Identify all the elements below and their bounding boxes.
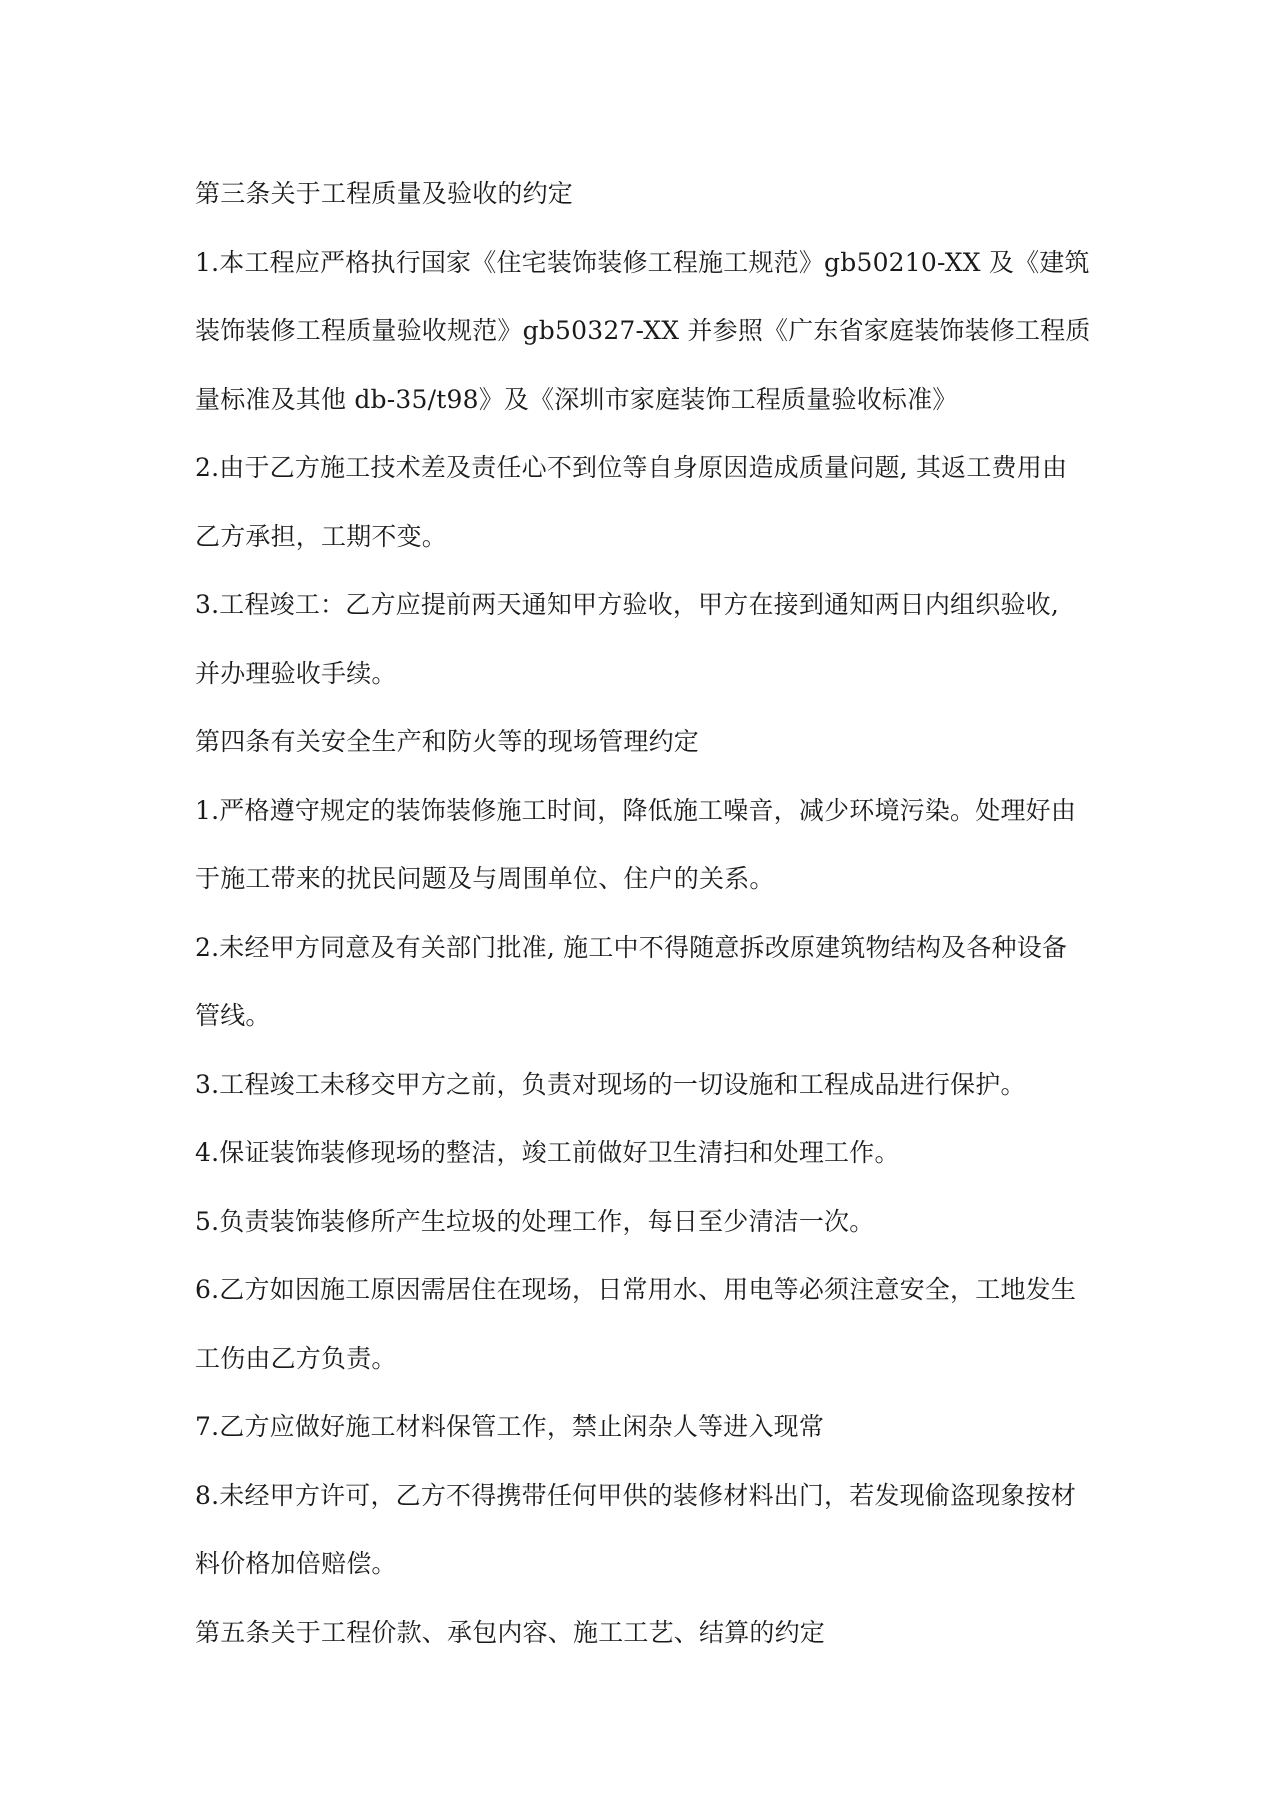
section-heading-5: 第五条关于工程价款、承包内容、施工工艺、结算的约定 bbox=[195, 1617, 826, 1647]
paragraph-line: 1.本工程应严格执行国家《住宅装饰装修工程施工规范》gb50210-XX 及《建筑 bbox=[195, 247, 1090, 277]
paragraph-line: 3.工程竣工：乙方应提前两天通知甲方验收，甲方在接到通知两日内组织验收, bbox=[195, 590, 1060, 619]
paragraph-line: 乙方承担，工期不变。 bbox=[195, 521, 448, 551]
paragraph-line: 2.未经甲方同意及有关部门批准, 施工中不得随意拆改原建筑物结构及各种设备 bbox=[195, 932, 1068, 962]
paragraph-line: 2.由于乙方施工技术差及责任心不到位等自身原因造成质量问题, 其返工费用由 bbox=[195, 453, 1068, 482]
paragraph-line: 5.负责装饰装修所产生垃圾的处理工作，每日至少清洁一次。 bbox=[195, 1206, 875, 1236]
paragraph-line: 4.保证装饰装修现场的整洁，竣工前做好卫生清扫和处理工作。 bbox=[195, 1138, 900, 1167]
paragraph-line: 6.乙方如因施工原因需居住在现场，日常用水、用电等必须注意安全，工地发生 bbox=[195, 1275, 1077, 1304]
paragraph-line: 1.严格遵守规定的装饰装修施工时间，降低施工噪音，减少环境污染。处理好由 bbox=[195, 795, 1077, 825]
section-heading-3: 第三条关于工程质量及验收的约定 bbox=[195, 179, 574, 208]
paragraph-line: 量标准及其他 db-35/t98》及《深圳市家庭装饰工程质量验收标准》 bbox=[195, 384, 958, 414]
paragraph-line: 于施工带来的扰民问题及与周围单位、住户的关系。 bbox=[195, 864, 775, 893]
paragraph-line: 3.工程竣工未移交甲方之前，负责对现场的一切设施和工程成品进行保护。 bbox=[195, 1069, 1026, 1099]
paragraph-line: 装饰装修工程质量验收规范》gb50327-XX 并参照《广东省家庭装饰装修工程质 bbox=[195, 316, 1091, 345]
paragraph-line: 管线。 bbox=[195, 1001, 271, 1030]
paragraph-line: 并办理验收手续。 bbox=[195, 658, 397, 688]
paragraph-line: 7.乙方应做好施工材料保管工作，禁止闲杂人等进入现常 bbox=[195, 1412, 825, 1441]
paragraph-line: 工伤由乙方负责。 bbox=[195, 1343, 397, 1373]
paragraph-line: 料价格加倍赔偿。 bbox=[195, 1549, 397, 1578]
paragraph-line: 8.未经甲方许可，乙方不得携带任何甲供的装修材料出门，若发现偷盗现象按材 bbox=[195, 1480, 1077, 1510]
document-body bbox=[195, 160, 1095, 1667]
section-heading-4: 第四条有关安全生产和防火等的现场管理约定 bbox=[195, 727, 700, 756]
